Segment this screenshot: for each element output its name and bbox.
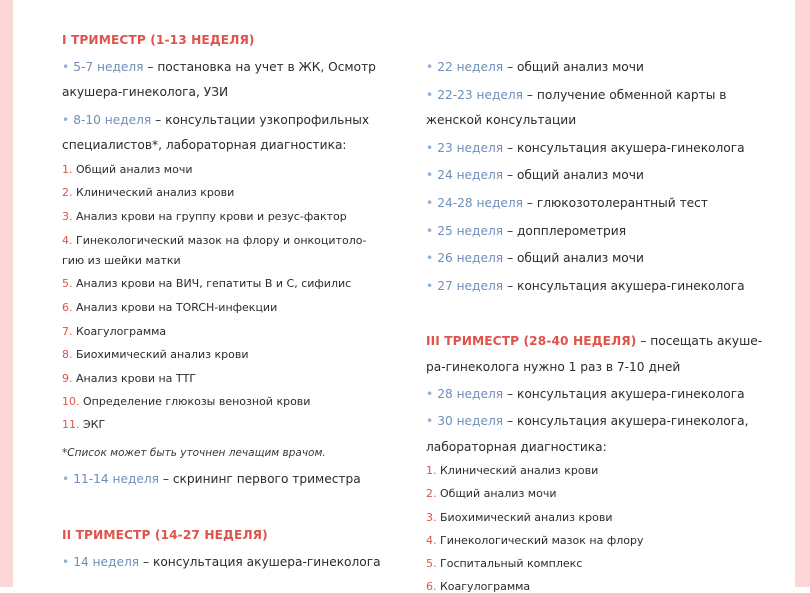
lab-item: 5. Госпитальный комплекс: [426, 557, 583, 570]
lab-item: 1. Клинический анализ крови: [426, 464, 599, 477]
decorative-left-border: [0, 0, 13, 587]
lab-item: 1. Общий анализ мочи: [62, 163, 193, 176]
schedule-item-cont: специалистов*, лабораторная диагностика:: [62, 138, 347, 152]
lab-item: 4. Гинекологический мазок на флору: [426, 534, 644, 547]
lab-item: 3. Анализ крови на группу крови и резус-фактор: [62, 210, 347, 223]
bullet-icon: •: [426, 88, 434, 102]
lab-item: 10. Определение глюкозы венозной крови: [62, 395, 311, 408]
bullet-icon: •: [426, 60, 434, 74]
schedule-item-cont: женской консультации: [426, 113, 577, 127]
schedule-item: • 22-23 неделя – получение обменной карты в: [426, 88, 727, 102]
bullet-icon: •: [62, 60, 70, 74]
lab-item: 5. Анализ крови на ВИЧ, гепатиты В и С, сифилис: [62, 277, 352, 290]
bullet-icon: •: [426, 387, 434, 401]
bullet-icon: •: [426, 196, 434, 210]
lab-item-cont: гию из шейки матки: [62, 254, 181, 267]
lab-item: 2. Общий анализ мочи: [426, 487, 557, 500]
schedule-item: • 24 неделя – общий анализ мочи: [426, 168, 644, 182]
schedule-item: • 27 неделя – консультация акушера-гинеколога: [426, 279, 745, 293]
bullet-icon: •: [426, 279, 434, 293]
schedule-item-cont: акушера-гинеколога, УЗИ: [62, 85, 229, 99]
bullet-icon: •: [426, 224, 434, 238]
schedule-item: • 5-7 неделя – постановка на учет в ЖК, Осмотр: [62, 60, 376, 74]
trimester-2-heading: II ТРИМЕСТР (14-27 НЕДЕЛЯ): [62, 528, 268, 542]
schedule-item: • 8-10 неделя – консультации узкопрофильных: [62, 113, 370, 127]
bullet-icon: •: [426, 141, 434, 155]
lab-item: 6. Коагулограмма: [426, 580, 531, 593]
schedule-item: • 25 неделя – допплерометрия: [426, 224, 627, 238]
bullet-icon: •: [62, 555, 70, 569]
lab-item: 9. Анализ крови на ТТГ: [62, 372, 197, 385]
schedule-item: • 26 неделя – общий анализ мочи: [426, 251, 644, 265]
trimester-3-heading-line: III ТРИМЕСТР (28-40 НЕДЕЛЯ) – посещать акуше-: [426, 334, 763, 348]
bullet-icon: •: [426, 251, 434, 265]
trimester-3-heading-cont: ра-гинеколога нужно 1 раз в 7-10 дней: [426, 360, 681, 374]
lab-item: 7. Коагулограмма: [62, 325, 167, 338]
bullet-icon: •: [426, 414, 434, 428]
bullet-icon: •: [62, 472, 70, 486]
lab-item: 6. Анализ крови на TORCH-инфекции: [62, 301, 278, 314]
footnote: *Список может быть уточнен лечащим врачом.: [62, 447, 326, 459]
bullet-icon: •: [426, 168, 434, 182]
schedule-item: • 28 неделя – консультация акушера-гинеколога: [426, 387, 745, 401]
schedule-item: • 22 неделя – общий анализ мочи: [426, 60, 644, 74]
schedule-item: • 30 неделя – консультация акушера-гинеколога,: [426, 414, 749, 428]
schedule-item: • 24-28 неделя – глюкозотолерантный тест: [426, 196, 708, 210]
lab-item: 2. Клинический анализ крови: [62, 186, 235, 199]
schedule-item: • 14 неделя – консультация акушера-гинеколога: [62, 555, 381, 569]
lab-item: 8. Биохимический анализ крови: [62, 348, 249, 361]
bullet-icon: •: [62, 113, 70, 127]
schedule-item: • 23 неделя – консультация акушера-гинеколога: [426, 141, 745, 155]
trimester-3-heading: III ТРИМЕСТР (28-40 НЕДЕЛЯ): [426, 334, 637, 348]
decorative-right-border: [795, 0, 810, 587]
lab-item: 3. Биохимический анализ крови: [426, 511, 613, 524]
lab-item: 11. ЭКГ: [62, 418, 106, 431]
schedule-item-cont: лабораторная диагностика:: [426, 440, 607, 454]
trimester-1-heading: I ТРИМЕСТР (1-13 НЕДЕЛЯ): [62, 33, 255, 47]
lab-item: 4. Гинекологический мазок на флору и онкоцитоло-: [62, 234, 367, 247]
schedule-item: • 11-14 неделя – скрининг первого триместра: [62, 472, 361, 486]
